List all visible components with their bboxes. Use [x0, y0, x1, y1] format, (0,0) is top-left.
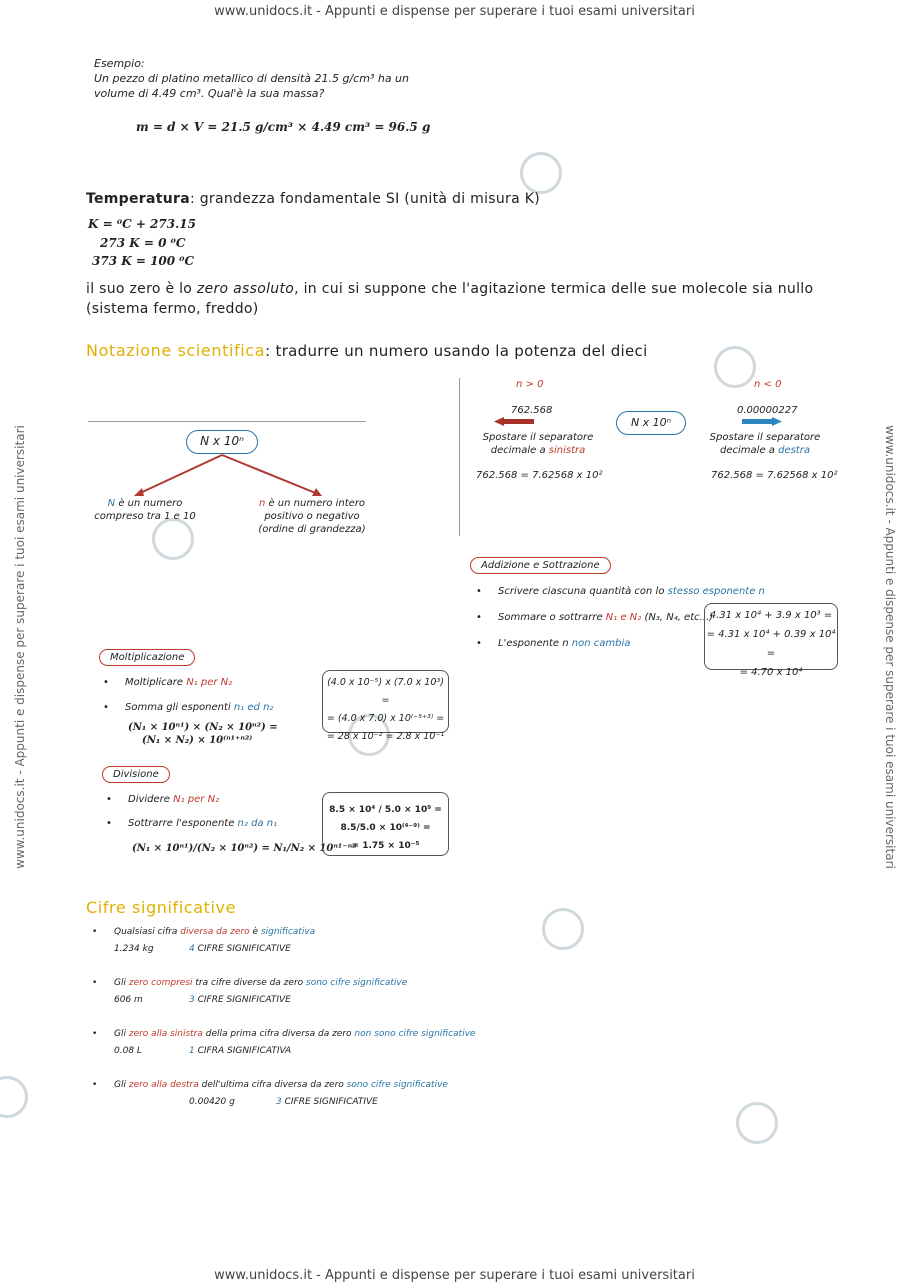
cifre-r1t: CIFRE SIGNIFICATIVE	[194, 944, 291, 954]
cifre-r1-count	[189, 944, 291, 954]
mult-b2a: Somma gli esponenti	[125, 702, 234, 713]
notation-right-desc1: è un numero intero	[265, 498, 366, 509]
temperature-heading	[86, 191, 540, 207]
notation-right-desc3: (ordine di grandezza)	[258, 524, 366, 535]
example-formula: m = d × V = 21.5 g/cm³ × 4.49 cm³ = 96.5 g	[136, 120, 431, 134]
cifre-r3d: non sono cifre significative	[354, 1029, 476, 1039]
notazione-title: Notazione scientifica	[86, 341, 266, 360]
division-bullet-2	[128, 818, 277, 829]
watermark-logo-icon	[736, 1102, 778, 1144]
move-right-line1: Spostare il separatore	[709, 432, 821, 443]
notation-center-text: N x 10ⁿ	[200, 434, 244, 448]
cifre-r1n: 4	[189, 944, 195, 954]
arrow-right-icon	[742, 417, 782, 427]
temperature-formula-3: 373 K = 100 ⁰C	[92, 254, 195, 268]
n-positive-label: n > 0	[516, 379, 544, 390]
division-formula: (N₁ × 10ⁿ¹)/(N₂ × 10ⁿ²) = N₁/N₂ × 10ⁿ¹⁻ⁿ²	[132, 843, 357, 854]
addition-box-line3: = 4.70 x 10⁴	[739, 667, 803, 678]
cifre-r3b: zero alla sinistra	[128, 1029, 203, 1039]
addition-box-line1: 4.31 x 10⁴ + 3.9 x 10³ =	[709, 610, 833, 621]
cifre-title: Cifre significative	[86, 898, 237, 917]
notation-right-n: n	[258, 498, 266, 509]
multiplication-formula	[128, 721, 278, 747]
cifre-rule-1	[114, 927, 315, 937]
watermark-logo-icon	[714, 346, 756, 388]
cifre-r1-example: 1.234 kg	[114, 944, 154, 954]
mult-b2b: n₁ ed n₂	[233, 702, 274, 713]
notation-box-2	[616, 411, 686, 435]
temperature-desc-b: , in cui si suppone che l'agitazione termica delle sue molecole sia nullo	[294, 281, 814, 297]
multiplication-bullet-2	[125, 702, 273, 713]
mult-b1b: N₁ per N₂	[186, 677, 233, 688]
addition-bullet-2	[498, 612, 713, 623]
mult-b1a: Moltiplicare	[125, 677, 187, 688]
addition-b1a: Scrivere ciascuna quantità con lo	[498, 586, 668, 597]
addition-b1b: stesso esponente n	[667, 586, 765, 597]
div-b2a: Sottrarre l'esponente	[128, 818, 238, 829]
watermark-side-left: www.unidocs.it - Appunti e dispense per superare i tuoi esami universitari	[13, 425, 27, 869]
multiplication-title: Moltiplicazione	[99, 649, 195, 666]
division-title: Divisione	[102, 766, 170, 783]
cifre-r4-example: 0.00420 g	[189, 1097, 235, 1107]
num-left: 762.568	[511, 405, 553, 416]
watermark-logo-icon	[0, 1076, 28, 1118]
cifre-rule-3	[114, 1029, 475, 1039]
cifre-r2-count	[189, 995, 291, 1005]
cifre-r2n: 3	[189, 995, 195, 1005]
temperature-formula-1: K = ⁰C + 273.15	[88, 217, 196, 231]
move-right-line2a: decimale a	[720, 445, 779, 456]
move-left-line1: Spostare il separatore	[482, 432, 594, 443]
addition-example-box	[704, 603, 838, 678]
watermark-side-right: www.unidocs.it - Appunti e dispense per superare i tuoi esami universitari	[883, 425, 897, 869]
cifre-r2b: zero compresi	[128, 978, 193, 988]
watermark-logo-icon	[520, 152, 562, 194]
cifre-r4c: dell'ultima cifra diversa da zero	[198, 1080, 347, 1090]
cifre-r3-count	[189, 1046, 291, 1056]
notation-left-desc2: compreso tra 1 e 10	[94, 511, 196, 522]
move-left-desc	[478, 431, 598, 457]
temperature-desc-a: il suo zero è lo	[86, 281, 197, 297]
watermark-logo-icon	[152, 518, 194, 560]
mult-box-line1: (4.0 x 10⁻⁵) x (7.0 x 10³) =	[327, 677, 444, 706]
move-left-line2b: sinistra	[548, 445, 586, 456]
vertical-divider	[459, 378, 460, 536]
cifre-r2a: Gli	[114, 978, 129, 988]
cifre-r2c: tra cifre diverse da zero	[192, 978, 307, 988]
cifre-r1b: diversa da zero	[180, 927, 250, 937]
cifre-r4d: sono cifre significative	[346, 1080, 448, 1090]
temperature-description	[86, 279, 896, 319]
num-right: 0.00000227	[737, 405, 798, 416]
div-box-line1: 8.5 × 10⁴ / 5.0 × 10⁹ = 8.5/5.0 × 10⁽⁴⁻⁹⁾ =	[329, 805, 442, 833]
temperature-rest: : grandezza fondamentale SI (unità di misura K)	[189, 191, 540, 207]
example-line1: Un pezzo di platino metallico di densità 21.5 g/cm³ ha un	[94, 72, 409, 85]
addition-b3b: non cambia	[571, 638, 631, 649]
cifre-r3a: Gli	[114, 1029, 129, 1039]
div-b1a: Dividere	[128, 794, 174, 805]
temperature-formula-2: 273 K = 0 ⁰C	[100, 236, 186, 250]
addition-title: Addizione e Sottrazione	[470, 557, 611, 574]
cifre-r4-count	[276, 1097, 378, 1107]
multiplication-example-box	[322, 670, 449, 742]
notazione-heading	[86, 341, 648, 360]
division-example-box	[322, 792, 449, 856]
addition-box-line2: = 4.31 x 10⁴ + 0.39 x 10⁴ =	[706, 629, 836, 659]
cifre-r3c: della prima cifra diversa da zero	[202, 1029, 355, 1039]
arrow-left-icon	[494, 417, 534, 427]
div-box-line2: = 1.75 × 10⁻⁵	[351, 841, 420, 851]
cifre-rule-2	[114, 978, 407, 988]
addition-bullet-1	[498, 586, 765, 597]
cifre-r4a: Gli	[114, 1080, 129, 1090]
equation-left: 762.568 = 7.62568 x 10²	[476, 470, 603, 481]
div-b2b: n₂ da n₁	[237, 818, 278, 829]
move-right-desc	[705, 431, 825, 457]
cifre-r3-example: 0.08 L	[114, 1046, 142, 1056]
move-right-line2b: destra	[778, 445, 810, 456]
watermark-top: www.unidocs.it - Appunti e dispense per superare i tuoi esami universitari	[214, 4, 695, 19]
notation-left-desc1: è un numero	[115, 498, 183, 509]
notation-box-2-text: N x 10ⁿ	[630, 416, 672, 429]
notation-arrows	[88, 450, 368, 500]
move-left-line2a: decimale a	[490, 445, 549, 456]
equation-right: 762.568 = 7.62568 x 10²	[711, 470, 838, 481]
addition-bullet-3	[498, 638, 630, 649]
example-block	[94, 56, 409, 101]
cifre-r1c: è	[249, 927, 261, 937]
division-bullet-1	[128, 794, 219, 805]
mult-box-line2: = (4.0 x 7.0) x 10⁽⁻⁵⁺³⁾ =	[326, 713, 445, 724]
cifre-rule-4	[114, 1080, 448, 1090]
addition-b2b: N₁ e N₂	[605, 612, 642, 623]
notation-right-desc2: positivo o negativo	[264, 511, 360, 522]
notazione-rest: : tradurre un numero usando la potenza del dieci	[265, 342, 648, 360]
cifre-r3t: CIFRA SIGNIFICATIVA	[194, 1046, 292, 1056]
addition-b3a: L'esponente n	[498, 638, 572, 649]
mult-box-line3: = 28 x 10⁻² = 2.8 x 10⁻¹	[326, 731, 445, 742]
cifre-r1a: Qualsiasi cifra	[114, 927, 181, 937]
temperature-desc-c: (sistema fermo, freddo)	[86, 301, 259, 317]
cifre-r4t: CIFRE SIGNIFICATIVE	[281, 1097, 378, 1107]
notation-right-desc	[252, 497, 372, 536]
temperature-term: Temperatura	[86, 191, 190, 207]
notation-left-desc	[90, 497, 200, 523]
temperature-desc-zero: zero assoluto	[196, 281, 295, 297]
cifre-r2-example: 606 m	[114, 995, 143, 1005]
addition-b2a: Sommare o sottrarre	[498, 612, 606, 623]
divider-line	[88, 421, 366, 422]
multiplication-bullet-1	[125, 677, 232, 688]
example-line2: volume di 4.49 cm³. Qual'è la sua massa?	[94, 87, 325, 100]
cifre-r1d: significativa	[260, 927, 316, 937]
mult-formula-2: (N₁ × N₂) × 10⁽ⁿ¹⁺ⁿ²⁾	[142, 735, 253, 746]
cifre-r4n: 3	[276, 1097, 282, 1107]
cifre-r4b: zero alla destra	[128, 1080, 199, 1090]
mult-formula-1: (N₁ × 10ⁿ¹) × (N₂ × 10ⁿ²) =	[128, 722, 278, 733]
div-b1b: N₁ per N₂	[173, 794, 220, 805]
watermark-bottom: www.unidocs.it - Appunti e dispense per superare i tuoi esami universitari	[214, 1268, 695, 1283]
addition-b2c: (N₃, N₄, etc...)	[641, 612, 714, 623]
n-negative-label: n < 0	[754, 379, 782, 390]
watermark-logo-icon	[542, 908, 584, 950]
notation-left-n: N	[107, 498, 116, 509]
example-label: Esempio:	[94, 57, 145, 70]
cifre-r2d: sono cifre significative	[306, 978, 408, 988]
cifre-r2t: CIFRE SIGNIFICATIVE	[194, 995, 291, 1005]
cifre-r3n: 1	[189, 1046, 195, 1056]
